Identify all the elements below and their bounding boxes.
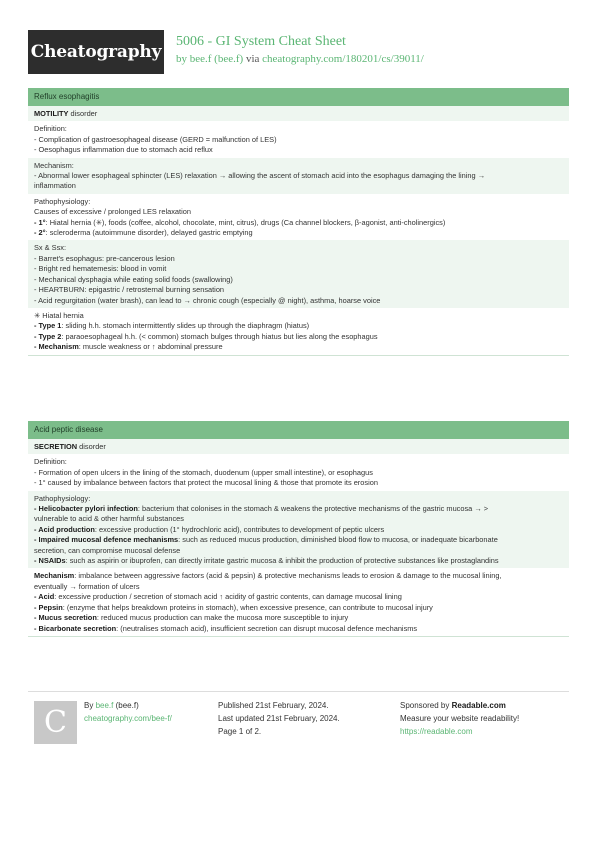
text-line: [34, 478, 563, 488]
bold-term: - Bicarbonate secretion: [34, 623, 117, 633]
sponsor-url[interactable]: https://readable.com: [400, 727, 473, 736]
text-line: [34, 494, 563, 504]
text-line: [34, 592, 563, 602]
line-text: : Hiatal hernia (✳), foods (coffee, alcohol, chocolate, mint, citrus), drugs (Ca channel blockers, β-agonist, anti-cholinergics): [45, 217, 446, 227]
line-text: : reduced mucus production can make the mucosa more susceptible to injury: [96, 613, 349, 623]
text-line: [34, 556, 563, 566]
author-link[interactable]: bee.f (bee.f): [189, 53, 244, 65]
section-row: [28, 491, 569, 569]
line-text: : sliding h.h. stomach intermittently slides up through the diaphragm (hiatus): [61, 321, 310, 331]
line-text: : (neutralises stomach acid), insufficient secretion can disrupt mucosal defence mechanisms: [116, 623, 418, 633]
text-line: [34, 546, 563, 556]
text-line: [34, 504, 563, 514]
page-title: 5006 - GI System Cheat Sheet: [176, 34, 346, 49]
section-row: [28, 568, 569, 635]
footer-author-handle: (bee.f): [115, 701, 139, 710]
section-rows: [28, 439, 569, 637]
sheet-url-link[interactable]: cheatography.com/180201/cs/39011/: [262, 53, 424, 65]
bold-term: Mechanism: [34, 571, 75, 581]
text-line: [34, 624, 563, 634]
line-text: disorder: [77, 442, 106, 451]
line-text: eventually → formation of ulcers: [34, 581, 140, 591]
text-line: [34, 332, 563, 342]
line-text: : muscle weakness or ↑ abdominal pressure: [78, 342, 223, 352]
text-line: [34, 296, 563, 306]
line-text: - Complication of gastroesophageal disease (GERD = malfunction of LES): [34, 134, 277, 144]
byline-via: via: [245, 53, 260, 65]
line-text: Sx & Ssx:: [34, 243, 67, 253]
bold-term: - Impaired mucosal defence mechanisms: [34, 535, 179, 545]
cheatography-logo[interactable]: Cheatography: [28, 30, 164, 74]
line-text: - Mechanical dysphagia while eating solid foods (swallowing): [34, 274, 233, 284]
section-row: [28, 308, 569, 355]
bold-term: - Mucus secretion: [34, 613, 97, 623]
page-footer: [28, 697, 569, 757]
text-line: [34, 218, 563, 228]
line-text: - Oesophagus inflammation due to stomach acid reflux: [34, 145, 213, 155]
page-header: [28, 30, 572, 76]
sponsor-label: Sponsored by: [400, 701, 450, 710]
text-line: [34, 457, 563, 467]
text-line: [34, 161, 563, 171]
footer-sponsor-column: [400, 699, 519, 738]
updated-date: Last updated 21st February, 2024.: [218, 714, 340, 723]
bold-term: - Acid production: [34, 524, 95, 534]
sponsor-tagline: Measure your website readability!: [400, 714, 520, 723]
line-text: : excessive production (1° hydrochloric acid), contributes to development of peptic ulcers: [94, 524, 385, 534]
section-row: [28, 240, 569, 307]
line-text: : excessive production / secretion of stomach acid ↑ acidity of gastric contents, can damage mucosal lining: [54, 592, 402, 602]
line-text: secretion, can compromise mucosal defense: [34, 545, 181, 555]
text-line: [34, 571, 563, 581]
footer-author-url[interactable]: cheatography.com/bee-f/: [84, 714, 172, 723]
text-line: [34, 207, 563, 217]
footer-author-column: [84, 699, 172, 725]
line-text: : imbalance between aggressive factors (acid & pepsin) & protective mechanisms leads to erosion & damage to the mucosal lining,: [74, 571, 502, 581]
footer-dates-column: [218, 699, 340, 738]
section-row: [28, 106, 569, 121]
text-line: [34, 243, 563, 253]
section-heading: Reflux esophagitis: [28, 88, 569, 106]
line-text: ✳ Hiatal hernia: [34, 310, 84, 320]
text-line: [34, 514, 563, 524]
text-line: [34, 145, 563, 155]
text-line: [34, 275, 563, 285]
bold-term: - Helicobacter pylori infection: [34, 504, 138, 514]
line-text: Pathophysiology:: [34, 493, 91, 503]
text-line: [34, 342, 563, 352]
section-row: [28, 194, 569, 241]
line-text: Definition:: [34, 124, 67, 134]
line-text: - Formation of open ulcers in the lining of the stomach, duodenum (upper small intestine), or esophagus: [34, 467, 373, 477]
text-line: [34, 171, 563, 181]
text-line: [34, 525, 563, 535]
text-line: [34, 321, 563, 331]
bold-term: SECRETION: [34, 442, 78, 451]
line-text: : bacterium that colonises in the stomach & weakens the protective mechanisms of the gastric mucosa → >: [137, 504, 489, 514]
section-rows: [28, 106, 569, 356]
line-text: : scleroderma (autoimmune disorder), delayed gastric emptying: [45, 228, 253, 238]
text-line: [34, 442, 563, 452]
bold-term: - Type 2: [34, 331, 62, 341]
author-avatar[interactable]: C: [34, 701, 77, 744]
line-text: - Barret's esophagus: pre-cancerous lesion: [34, 253, 175, 263]
line-text: inflammation: [34, 181, 76, 191]
bold-term: - NSAIDs: [34, 556, 66, 566]
section-row: [28, 454, 569, 490]
bold-term: - Type 1: [34, 321, 62, 331]
bold-term: - Mechanism: [34, 342, 79, 352]
bold-term: MOTILITY: [34, 109, 69, 118]
text-line: [34, 109, 563, 119]
text-line: [34, 468, 563, 478]
title-block: [176, 34, 424, 67]
bold-term: - 2°: [34, 228, 46, 238]
section-acid-peptic-disease: [28, 421, 569, 637]
footer-divider: [28, 691, 569, 692]
line-text: Definition:: [34, 457, 67, 467]
line-text: : (enzyme that helps breakdown proteins in stomach), when excessive presence, can contribute to mucosal injury: [62, 602, 433, 612]
line-text: Pathophysiology:: [34, 196, 91, 206]
text-line: [34, 254, 563, 264]
text-line: [34, 124, 563, 134]
text-line: [34, 613, 563, 623]
line-text: - HEARTBURN: epigastric / retrosternal burning sensation: [34, 285, 225, 295]
text-line: [34, 603, 563, 613]
line-text: : paraoesophageal h.h. (< common) stomach bulges through hiatus but lies along the esophagus: [61, 331, 378, 341]
bold-term: - Pepsin: [34, 602, 63, 612]
section-heading: Acid peptic disease: [28, 421, 569, 439]
footer-by-label: By: [84, 701, 94, 710]
line-text: disorder: [68, 109, 98, 118]
text-line: [34, 181, 563, 191]
line-text: - Bright red hematemesis: blood in vomit: [34, 264, 167, 274]
line-text: - Abnormal lower esophageal sphincter (LES) relaxation → allowing the ascent of stomach acid into the esophagus damaging the lining →: [34, 171, 486, 181]
footer-author-name[interactable]: bee.f: [95, 701, 114, 710]
line-text: - Acid regurgitation (water brash), can lead to → chronic cough (especially @ night), asthma, hoarse voice: [34, 295, 381, 305]
line-text: Causes of excessive / prolonged LES relaxation: [34, 207, 191, 217]
text-line: [34, 135, 563, 145]
text-line: [34, 228, 563, 238]
text-line: [34, 197, 563, 207]
sponsor-name[interactable]: Readable.com: [451, 701, 506, 710]
text-line: [34, 264, 563, 274]
line-text: vulnerable to acid & other harmful substances: [34, 514, 184, 524]
line-text: : such as reduced mucus production, diminished blood flow to mucosa, or inadequate bicarbonate: [178, 535, 498, 545]
line-text: - 1° caused by imbalance between factors that protect the mucosal lining & those that promote its erosion: [34, 478, 378, 488]
published-date: Published 21st February, 2024.: [218, 701, 329, 710]
line-text: Mechanism:: [34, 160, 74, 170]
text-line: [34, 311, 563, 321]
text-line: [34, 535, 563, 545]
section-reflux-esophagitis: [28, 88, 569, 356]
line-text: : such as aspirin or ibuprofen, can directly irritate gastric mucosa & inhibit the production of protective substances like prostaglandins: [65, 556, 499, 566]
byline: [176, 51, 424, 67]
page-number: Page 1 of 2.: [218, 727, 262, 736]
byline-by: by: [176, 53, 187, 65]
text-line: [34, 582, 563, 592]
section-row: [28, 439, 569, 454]
section-row: [28, 158, 569, 194]
bold-term: - 1°: [34, 217, 46, 227]
bold-term: - Acid: [34, 592, 55, 602]
section-row: [28, 121, 569, 157]
text-line: [34, 285, 563, 295]
